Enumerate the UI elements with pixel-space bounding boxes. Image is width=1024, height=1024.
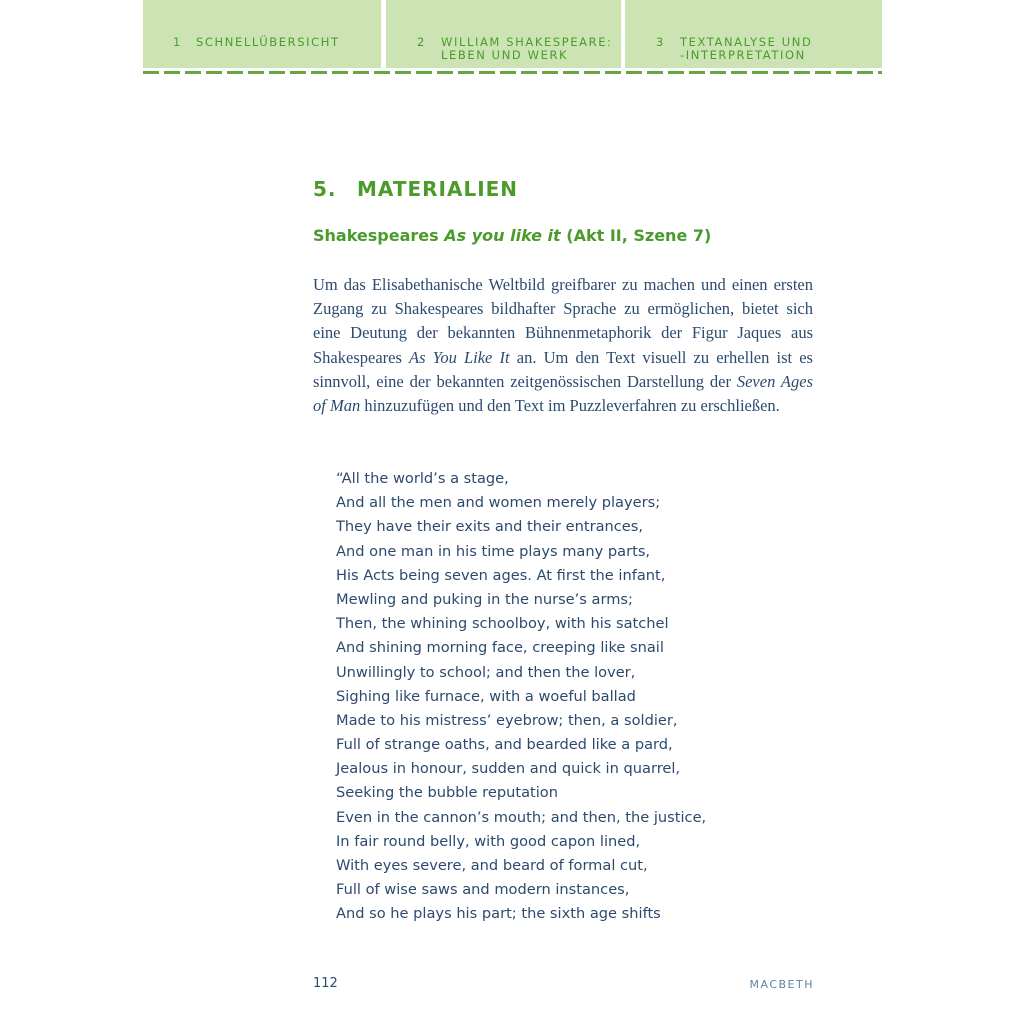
poem-line: Then, the whining schoolboy, with his satchel bbox=[336, 615, 669, 633]
tab-number: 3 bbox=[656, 35, 665, 49]
tab-number: 2 bbox=[417, 35, 426, 49]
poem-line: Seeking the bubble reputation bbox=[336, 784, 558, 802]
paragraph-italic-title: As You Like It bbox=[409, 347, 510, 367]
paragraph-part: an. Um den Text visuell zu erhellen ist es sinnvoll, eine der bekannten zeitgenössischen Darstellung der bbox=[313, 347, 813, 391]
paragraph-part: Um das Elisabethanische Weltbild greifbarer zu machen und einen ersten Zugang zu Shakespeares bildhafter Sprache zu ermöglichen, bietet sich eine Deutung der bekannten Bühnenmetaphorik der Figur Jaques aus Shakespeares bbox=[313, 275, 813, 367]
page-number: 112 bbox=[313, 976, 338, 991]
tab-label: SCHNELLÜBERSICHT bbox=[196, 35, 340, 49]
tab-william-shakespeare[interactable] bbox=[386, 0, 621, 68]
poem-line: Mewling and puking in the nurse’s arms; bbox=[336, 590, 633, 608]
paragraph-part: hinzuzufügen und den Text im Puzzleverfahren zu erschließen. bbox=[360, 396, 780, 416]
poem-line: Full of wise saws and modern instances, bbox=[336, 881, 630, 899]
section-number: 5. bbox=[313, 177, 337, 201]
poem-line: Sighing like furnace, with a woeful ballad bbox=[336, 687, 636, 705]
poem-line: And all the men and women merely players; bbox=[336, 494, 661, 512]
poem-line: They have their exits and their entrances, bbox=[336, 518, 644, 536]
poem-line: With eyes severe, and beard of formal cut, bbox=[336, 857, 648, 874]
intro-paragraph bbox=[313, 273, 813, 418]
poem-line: Full of strange oaths, and bearded like a pard, bbox=[336, 736, 673, 754]
poem-quote bbox=[336, 467, 766, 927]
tab-label: TEXTANALYSE UND -INTERPRETATION bbox=[680, 35, 813, 62]
poem-line: And shining morning face, creeping like snail bbox=[336, 639, 664, 657]
subtitle-post: (Akt II, Szene 7) bbox=[560, 226, 712, 245]
section-heading bbox=[313, 177, 518, 201]
poem-line: Unwillingly to school; and then the lover, bbox=[336, 663, 636, 681]
paragraph-italic-title: Seven Ages of Man bbox=[313, 371, 813, 416]
poem-line: Even in the cannon’s mouth; and then, the justice, bbox=[336, 808, 707, 826]
tab-number: 1 bbox=[173, 35, 182, 49]
poem-line: His Acts being seven ages. At first the infant, bbox=[336, 566, 666, 584]
book-title: MACBETH bbox=[749, 978, 814, 991]
poem-line: “All the world’s a stage, bbox=[336, 470, 509, 487]
section-subtitle bbox=[313, 226, 711, 245]
poem-line: In fair round belly, with good capon lined, bbox=[336, 832, 641, 850]
chapter-tabs bbox=[143, 0, 882, 68]
tab-label: WILLIAM SHAKESPEARE: LEBEN UND WERK bbox=[441, 35, 613, 62]
poem-line: Jealous in honour, sudden and quick in quarrel, bbox=[336, 760, 681, 778]
poem-line: Made to his mistress’ eyebrow; then, a soldier, bbox=[336, 711, 678, 729]
tab-textanalyse[interactable] bbox=[625, 0, 882, 68]
poem-line: And one man in his time plays many parts, bbox=[336, 542, 651, 560]
dashed-divider bbox=[143, 71, 882, 74]
subtitle-pre: Shakespeares bbox=[313, 226, 445, 245]
subtitle-italic: As you like it bbox=[444, 226, 561, 245]
section-title: MATERIALIEN bbox=[357, 177, 519, 201]
tab-schnelluebersicht[interactable] bbox=[143, 0, 381, 68]
poem-line: And so he plays his part; the sixth age shifts bbox=[336, 905, 661, 923]
